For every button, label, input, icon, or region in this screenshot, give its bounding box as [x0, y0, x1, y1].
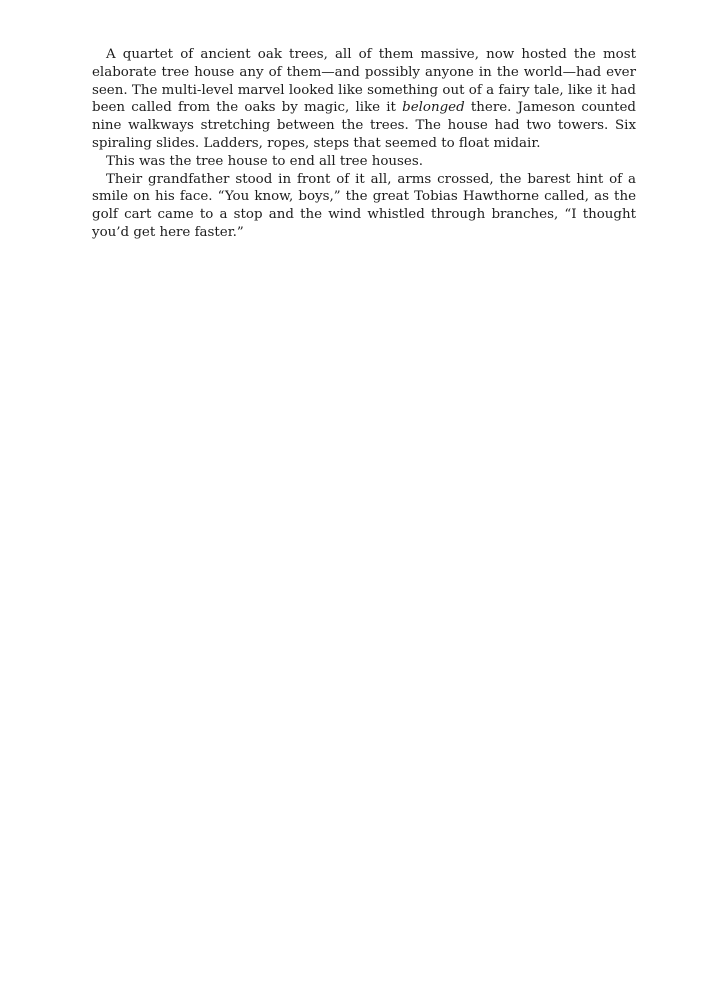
paragraph-1-emphasis: belonged — [402, 100, 465, 116]
paragraph-2: This was the tree house to end all tree houses. — [106, 153, 423, 169]
paragraph-1 — [92, 46, 636, 153]
page-text-body — [92, 46, 636, 242]
paragraph-1-text-end: there. Jameson counted nine walkways stretching between the trees. The house had two towers. Six spiraling slides. Ladders, ropes, steps that seemed to float midair. — [92, 100, 637, 151]
paragraph-1-text-start: A quartet of ancient oak trees, all of them massive, now hosted the most elaborate tree house any of them—and possibly anyone in the world—had ever seen. The multi-level marvel looked like something out of a fairy tale, like it had been called from the oaks by magic, like it — [92, 47, 636, 116]
paragraph-3: Their grandfather stood in front of it all, arms crossed, the barest hint of a smile on his face. “You know, boys,” the great Tobias Hawthorne called, as the golf cart came to a stop and the wind whistled through branches, “I thought you’d get here faster.” — [92, 171, 636, 240]
